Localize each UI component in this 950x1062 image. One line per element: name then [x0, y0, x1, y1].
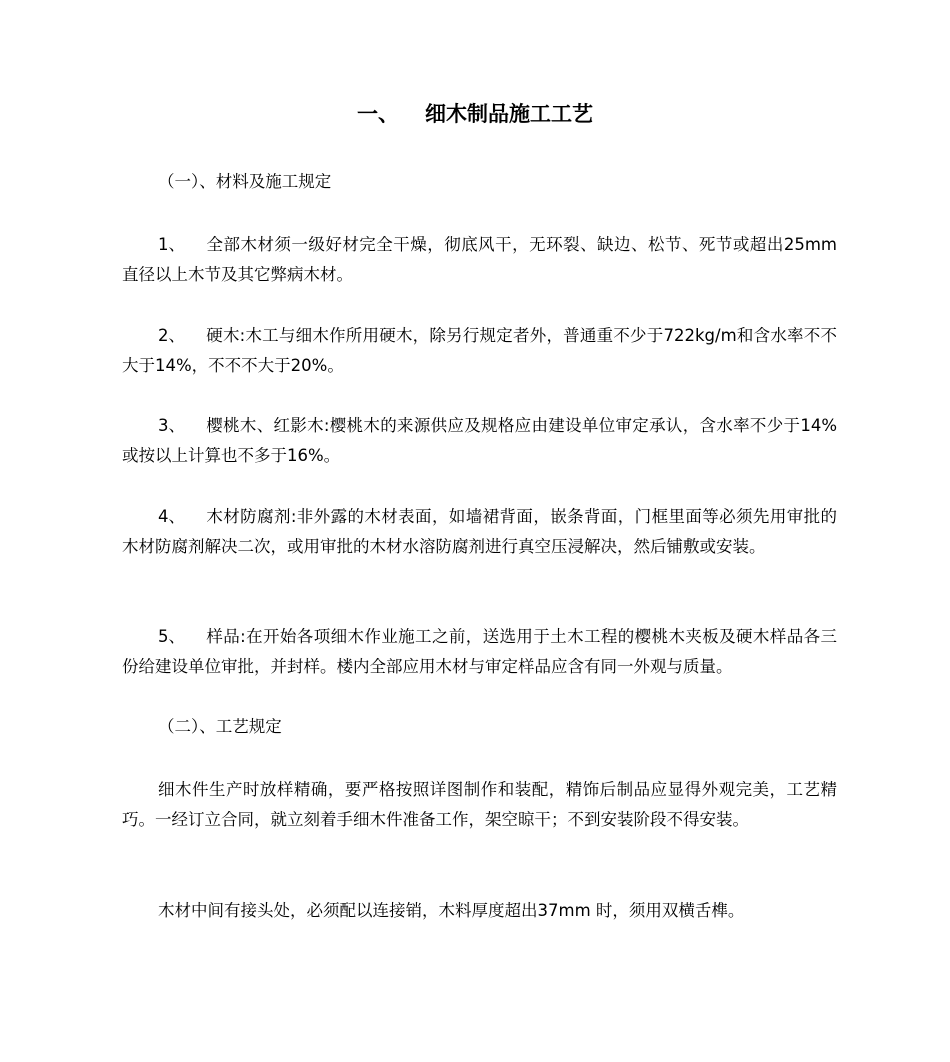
- list-item: [122, 230, 837, 289]
- item-number: 2、: [158, 326, 185, 345]
- title-text: 细木制品施工工艺: [425, 102, 593, 126]
- section-heading-process: （二）、工艺规定: [158, 717, 282, 736]
- item-text: 样品:在开始各项细木作业施工之前，送选用于土木工程的樱桃木夹板及硬木样品各三份给建设单位审批，并封样。楼内全部应用木材与审定样品应含有同一外观与质量。: [122, 627, 837, 676]
- list-item: [122, 622, 837, 681]
- item-text: 樱桃木、红影木:樱桃木的来源供应及规格应由建设单位审定承认，含水率不少于14%或按以上计算也不多于16%。: [122, 416, 837, 465]
- page-title: [0, 98, 950, 130]
- body-paragraph: 木材中间有接头处，必须配以连接销，木料厚度超出37mm 时，须用双横舌榫。: [158, 901, 745, 920]
- item-text: 硬木:木工与细木作所用硬木，除另行规定者外，普通重不少于722kg/m和含水率不不大于14%，不不不大于20%。: [122, 326, 837, 375]
- item-text: 全部木材须一级好材完全干燥，彻底风干，无环裂、缺边、松节、死节或超出25mm 直径以上木节及其它弊病木材。: [122, 235, 837, 284]
- item-number: 3、: [158, 416, 185, 435]
- item-number: 4、: [158, 507, 185, 526]
- list-item: [122, 321, 837, 380]
- body-paragraph: 细木件生产时放样精确，要严格按照详图制作和装配，精饰后制品应显得外观完美，工艺精巧。一经订立合同，就立刻着手细木件准备工作，架空晾干；不到安装阶段不得安装。: [122, 780, 837, 829]
- title-number: 一、: [357, 102, 399, 126]
- item-text: 木材防腐剂:非外露的木材表面，如墙裙背面，嵌条背面，门框里面等必须先用审批的木材防腐剂解决二次，或用审批的木材水溶防腐剂进行真空压浸解决，然后铺敷或安装。: [122, 507, 837, 556]
- item-number: 1、: [158, 235, 185, 254]
- item-number: 5、: [158, 627, 185, 646]
- section-heading-materials: （一）、材料及施工规定: [158, 172, 332, 191]
- list-item: [122, 502, 837, 561]
- list-item: [122, 411, 837, 470]
